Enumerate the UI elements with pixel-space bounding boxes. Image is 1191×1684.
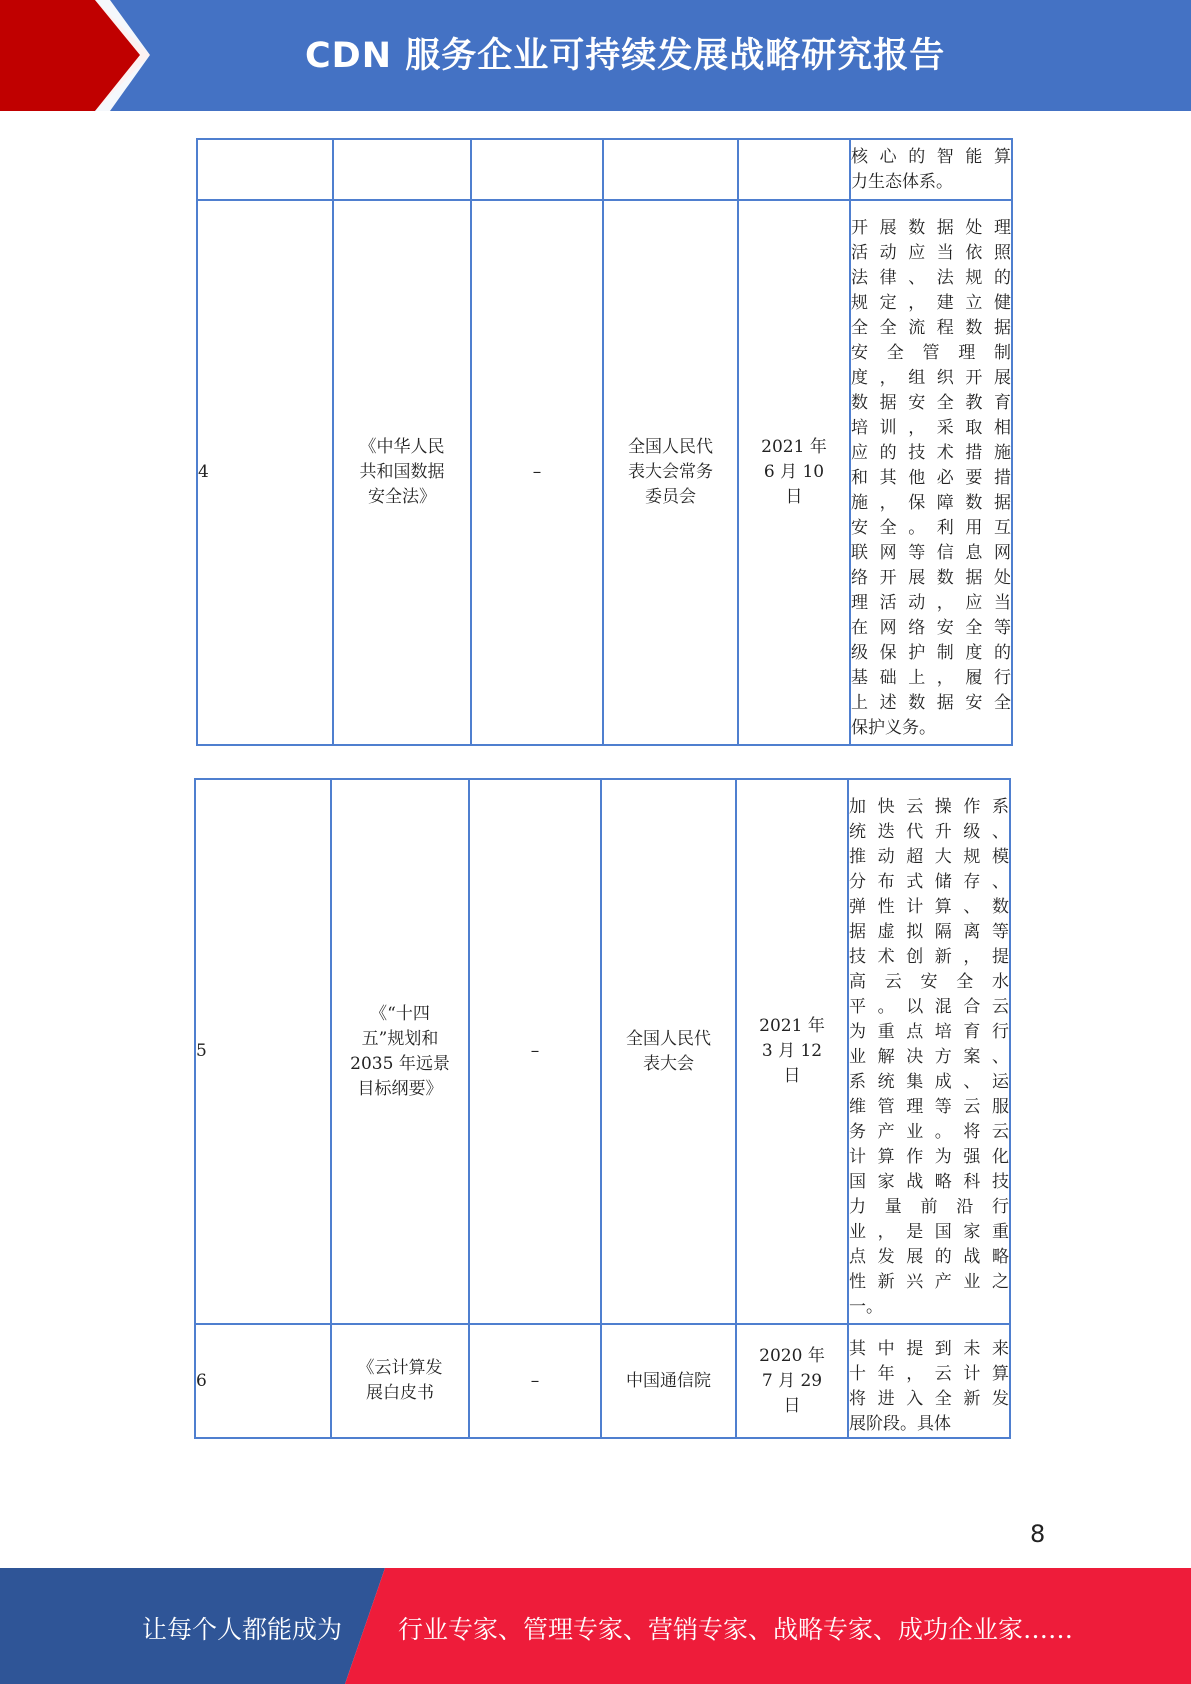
cell-line: 推动超大规模 bbox=[849, 847, 1009, 867]
cell-line: 日 bbox=[783, 1066, 801, 1086]
cell-issuing-body bbox=[603, 200, 738, 745]
cell-line: 开展数据处理 bbox=[851, 218, 1011, 238]
table-row bbox=[197, 139, 1012, 200]
cell-line: 全国人民代 bbox=[628, 437, 713, 457]
cell-line: 表大会常务 bbox=[628, 462, 713, 482]
cell-line: 据虚拟隔离等 bbox=[849, 922, 1009, 942]
cell-index bbox=[197, 139, 333, 200]
table-row bbox=[197, 200, 1012, 745]
cell-line: 络开展数据处 bbox=[851, 568, 1011, 588]
cell-document-number bbox=[471, 139, 603, 200]
cell-line: 展白皮书 bbox=[366, 1383, 434, 1403]
cell-line: 技术创新，提 bbox=[849, 947, 1009, 967]
cell-index: 4 bbox=[197, 200, 333, 745]
cell-line: 业解决方案、 bbox=[849, 1047, 1009, 1067]
cell-issuing-body bbox=[601, 1324, 736, 1438]
cell-line: 联网等信息网 bbox=[851, 543, 1011, 563]
cell-line: 核心的智能算 bbox=[851, 146, 1011, 167]
cell-line: 2035 年远景 bbox=[350, 1053, 450, 1074]
cell-line: 理活动，应当 bbox=[851, 593, 1011, 613]
cell-line: 法律、法规的 bbox=[851, 268, 1011, 288]
page-header bbox=[0, 0, 1191, 111]
cell-issue-date bbox=[736, 779, 848, 1324]
cell-document-name bbox=[331, 779, 469, 1324]
cell-line: 施，保障数据 bbox=[851, 493, 1011, 513]
policy-table-part2 bbox=[194, 778, 1011, 1439]
cell-line: 为重点培育行 bbox=[849, 1022, 1009, 1042]
cell-issuing-body bbox=[601, 779, 736, 1324]
cell-description bbox=[850, 139, 1012, 200]
cell-line: 业，是国家重 bbox=[849, 1222, 1009, 1242]
cell-line: 全国人民代 bbox=[626, 1028, 711, 1049]
cell-line: 表大会 bbox=[643, 1053, 694, 1074]
cell-line: 活动应当依照 bbox=[851, 243, 1011, 263]
cell-line: 日 bbox=[785, 487, 803, 507]
cell-document-number: – bbox=[469, 779, 601, 1324]
cell-line: 力量前沿行 bbox=[849, 1197, 1009, 1217]
cell-line: 性新兴产业之 bbox=[849, 1272, 1009, 1292]
cell-line: 2020 年 bbox=[759, 1345, 825, 1366]
cell-line: 国家战略科技 bbox=[849, 1172, 1009, 1192]
cell-issue-date bbox=[738, 139, 850, 200]
cell-line: 保护义务。 bbox=[851, 718, 936, 738]
cell-issue-date bbox=[738, 200, 850, 745]
cell-document-number: – bbox=[471, 200, 603, 745]
cell-line: 安全法》 bbox=[368, 487, 436, 507]
cell-line: 统迭代升级、 bbox=[849, 822, 1009, 842]
cell-line: 中国通信院 bbox=[626, 1370, 711, 1391]
cell-line: 全全流程数据 bbox=[851, 318, 1011, 338]
cell-line: 点发展的战略 bbox=[849, 1247, 1009, 1267]
cell-line: 计算作为强化 bbox=[849, 1147, 1009, 1167]
cell-issuing-body bbox=[603, 139, 738, 200]
cell-document-number: – bbox=[469, 1324, 601, 1438]
cell-line: 3 月 12 bbox=[761, 1041, 823, 1061]
cell-description bbox=[850, 200, 1012, 745]
cell-line: 务产业。将云 bbox=[849, 1122, 1009, 1142]
cell-description bbox=[848, 1324, 1010, 1438]
cell-line: 展阶段。具体 bbox=[849, 1414, 951, 1434]
cell-line: 6 月 10 bbox=[763, 462, 825, 482]
header-chevron-icon bbox=[0, 0, 160, 111]
cell-line: 在网络安全等 bbox=[851, 618, 1011, 638]
cell-line: 《中华人民 bbox=[359, 437, 445, 457]
cell-line: 五”规划和 bbox=[361, 1028, 439, 1049]
cell-line: 维管理等云服 bbox=[849, 1097, 1009, 1117]
footer-slogan-left: 让每个人都能成为 bbox=[142, 1615, 343, 1644]
cell-line: 目标纲要》 bbox=[357, 1078, 443, 1099]
cell-line: 将进入全新发 bbox=[849, 1389, 1009, 1409]
cell-document-name bbox=[333, 139, 471, 200]
cell-line: 7 月 29 bbox=[761, 1370, 823, 1391]
cell-document-name bbox=[333, 200, 471, 745]
page-footer bbox=[0, 1568, 1191, 1684]
cell-line: 数据安全教育 bbox=[851, 393, 1011, 413]
cell-line: 应的技术措施 bbox=[851, 443, 1011, 463]
cell-line: 《云计算发 bbox=[357, 1358, 443, 1378]
cell-line: 委员会 bbox=[645, 487, 696, 507]
cell-line: 其中提到未来 bbox=[849, 1339, 1009, 1359]
footer-slogan-right: 行业专家、管理专家、营销专家、战略专家、成功企业家…… bbox=[398, 1615, 1074, 1644]
cell-line: 安全管理制 bbox=[851, 343, 1011, 363]
cell-line: 平。以混合云 bbox=[849, 997, 1009, 1017]
table-row bbox=[195, 1324, 1010, 1438]
cell-line: 力生态体系。 bbox=[851, 171, 953, 192]
cell-line: 培训，采取相 bbox=[851, 418, 1011, 438]
cell-line: 安全。利用互 bbox=[851, 518, 1011, 538]
cell-line: 一。 bbox=[849, 1297, 883, 1317]
policy-table-part1 bbox=[196, 138, 1013, 746]
cell-line: 系统集成、运 bbox=[849, 1072, 1009, 1092]
table-row bbox=[195, 779, 1010, 1324]
cell-description bbox=[848, 779, 1010, 1324]
cell-index: 6 bbox=[195, 1324, 331, 1438]
cell-issue-date bbox=[736, 1324, 848, 1438]
cell-line: 日 bbox=[783, 1395, 801, 1416]
cell-line: 《“十四 bbox=[370, 1003, 430, 1024]
cell-line: 规定，建立健 bbox=[851, 293, 1011, 313]
cell-line: 和其他必要措 bbox=[851, 468, 1011, 488]
cell-line: 十年，云计算 bbox=[849, 1364, 1009, 1384]
report-title: CDN 服务企业可持续发展战略研究报告 bbox=[305, 36, 946, 76]
cell-line: 弹性计算、数 bbox=[849, 897, 1009, 917]
cell-line: 2021 年 bbox=[759, 1016, 825, 1036]
cell-line: 基础上，履行 bbox=[851, 668, 1011, 688]
cell-document-name bbox=[331, 1324, 469, 1438]
cell-line: 高云安全水 bbox=[849, 972, 1009, 992]
cell-line: 级保护制度的 bbox=[851, 643, 1011, 663]
cell-line: 共和国数据 bbox=[359, 462, 445, 482]
cell-line: 分布式储存、 bbox=[849, 872, 1009, 892]
cell-line: 上述数据安全 bbox=[851, 693, 1011, 713]
cell-line: 加快云操作系 bbox=[849, 797, 1009, 817]
cell-line: 2021 年 bbox=[761, 437, 827, 457]
page-number: 8 bbox=[1030, 1520, 1046, 1548]
cell-line: 度，组织开展 bbox=[851, 368, 1011, 388]
cell-index: 5 bbox=[195, 779, 331, 1324]
